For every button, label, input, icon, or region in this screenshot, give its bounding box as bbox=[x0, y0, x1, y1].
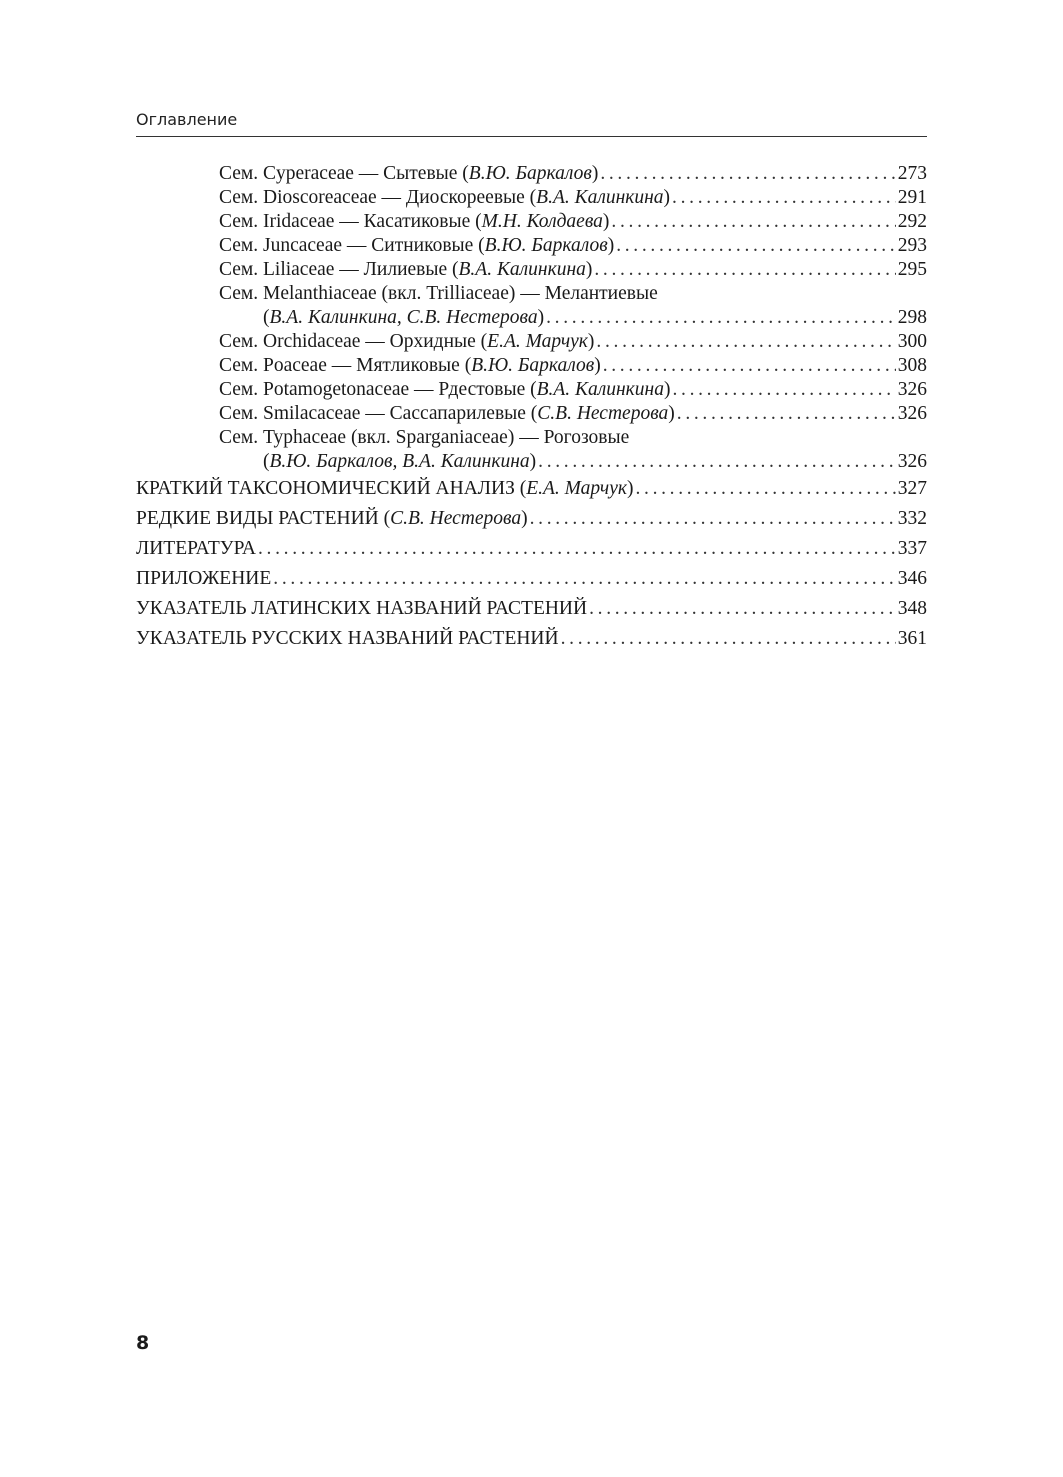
dot-leader bbox=[273, 564, 895, 594]
dot-leader bbox=[603, 354, 896, 378]
toc-section-title: УКАЗАТЕЛЬ ЛАТИНСКИХ НАЗВАНИЙ РАСТЕНИЙ bbox=[136, 598, 588, 619]
running-head: Оглавление bbox=[136, 110, 238, 129]
toc-entry-typhaceae[interactable] bbox=[136, 426, 927, 450]
toc-entry-author: В.Ю. Баркалов bbox=[471, 355, 595, 376]
toc-entry-title: Сем. Liliaceae — Лилиевые (В.А. Калинкина) bbox=[219, 259, 593, 280]
toc-entry-author: В.А. Калинкина bbox=[536, 187, 664, 208]
dot-leader bbox=[677, 402, 896, 426]
toc-entry-title: Сем. Typhaceae (вкл. Sparganiaceae) — Рогозовые bbox=[219, 427, 630, 448]
dot-leader bbox=[616, 234, 896, 258]
toc-entry-potamogetonaceae[interactable] bbox=[136, 378, 927, 402]
toc-entry-page: 293 bbox=[897, 235, 927, 256]
toc-section-title: КРАТКИЙ ТАКСОНОМИЧЕСКИЙ АНАЛИЗ (Е.А. Марчук) bbox=[136, 478, 634, 499]
toc-section-literature[interactable] bbox=[136, 534, 927, 564]
toc-entry-author: В.А. Калинкина bbox=[536, 379, 664, 400]
toc-section-taxonomic-analysis[interactable] bbox=[136, 474, 927, 504]
toc-entry-juncaceae[interactable] bbox=[136, 234, 927, 258]
toc-entry-page: 308 bbox=[897, 355, 927, 376]
dot-leader bbox=[258, 534, 896, 564]
toc-section-title: ЛИТЕРАТУРА bbox=[136, 538, 256, 559]
toc-section-page: 346 bbox=[897, 568, 927, 589]
toc-section-latin-index[interactable] bbox=[136, 594, 927, 624]
toc-entry-author: В.Ю. Баркалов, В.А. Калинкина bbox=[269, 451, 530, 472]
toc-entry-melanthiaceae-continued[interactable] bbox=[136, 306, 927, 330]
dot-leader bbox=[611, 210, 895, 234]
toc-entry-author: В.Ю. Баркалов bbox=[484, 235, 608, 256]
toc-entry-title: Сем. Potamogetonaceae — Рдестовые (В.А. Калинкина) bbox=[219, 379, 671, 400]
toc-section-author: С.В. Нестерова bbox=[390, 508, 522, 529]
dot-leader bbox=[538, 450, 896, 474]
toc-section-rare-species[interactable] bbox=[136, 504, 927, 534]
toc-entry-liliaceae[interactable] bbox=[136, 258, 927, 282]
toc-entry-page: 273 bbox=[897, 163, 927, 184]
toc-entry-author: Е.А. Марчук bbox=[487, 331, 588, 352]
dot-leader bbox=[594, 258, 895, 282]
toc-entry-title: (В.Ю. Баркалов, В.А. Калинкина) bbox=[263, 451, 537, 472]
toc-entry-title: Сем. Poaceae — Мятликовые (В.Ю. Баркалов) bbox=[219, 355, 601, 376]
toc-section-page: 361 bbox=[897, 628, 927, 649]
dot-leader bbox=[589, 594, 896, 624]
dot-leader bbox=[635, 474, 895, 504]
toc-entry-typhaceae-continued[interactable] bbox=[136, 450, 927, 474]
toc-entry-page: 326 bbox=[897, 451, 927, 472]
toc-section-title: ПРИЛОЖЕНИЕ bbox=[136, 568, 272, 589]
toc-entry-author: С.В. Нестерова bbox=[537, 403, 669, 424]
toc-entry-iridaceae[interactable] bbox=[136, 210, 927, 234]
toc-section-page: 332 bbox=[897, 508, 927, 529]
toc-entry-author: М.Н. Колдаева bbox=[481, 211, 603, 232]
toc-entry-page: 291 bbox=[897, 187, 927, 208]
toc-entry-smilacaceae[interactable] bbox=[136, 402, 927, 426]
page-number: 8 bbox=[136, 1332, 150, 1354]
toc-entry-page: 295 bbox=[897, 259, 927, 280]
dot-leader bbox=[561, 624, 896, 654]
toc-entry-orchidaceae[interactable] bbox=[136, 330, 927, 354]
toc-section-page: 327 bbox=[897, 478, 927, 499]
toc-entry-poaceae[interactable] bbox=[136, 354, 927, 378]
toc-entry-page: 298 bbox=[897, 307, 927, 328]
toc-section-title: УКАЗАТЕЛЬ РУССКИХ НАЗВАНИЙ РАСТЕНИЙ bbox=[136, 628, 559, 649]
dot-leader bbox=[672, 186, 896, 210]
table-of-contents bbox=[136, 162, 927, 654]
toc-entry-title: Сем. Smilacaceae — Сассапарилевые (С.В. Нестерова) bbox=[219, 403, 675, 424]
dot-leader bbox=[530, 504, 896, 534]
toc-entry-page: 300 bbox=[897, 331, 927, 352]
toc-entry-page: 326 bbox=[897, 379, 927, 400]
dot-leader bbox=[596, 330, 895, 354]
toc-entry-cyperaceae[interactable] bbox=[136, 162, 927, 186]
toc-entry-title: Сем. Dioscoreaceae — Диоскореевые (В.А. Калинкина) bbox=[219, 187, 671, 208]
toc-entry-author: В.Ю. Баркалов bbox=[468, 163, 592, 184]
toc-entry-title: Сем. Iridaceae — Касатиковые (М.Н. Колдаева) bbox=[219, 211, 610, 232]
toc-entry-author: В.А. Калинкина bbox=[458, 259, 586, 280]
toc-entry-page: 292 bbox=[897, 211, 927, 232]
toc-entry-author: В.А. Калинкина, С.В. Нестерова bbox=[269, 307, 538, 328]
toc-entry-title: Сем. Orchidaceae — Орхидные (Е.А. Марчук) bbox=[219, 331, 595, 352]
toc-section-page: 348 bbox=[897, 598, 927, 619]
dot-leader bbox=[672, 378, 895, 402]
dot-leader bbox=[600, 162, 895, 186]
toc-section-appendix[interactable] bbox=[136, 564, 927, 594]
toc-section-title: РЕДКИЕ ВИДЫ РАСТЕНИЙ (С.В. Нестерова) bbox=[136, 508, 528, 529]
toc-entry-title: (В.А. Калинкина, С.В. Нестерова) bbox=[263, 307, 545, 328]
dot-leader bbox=[546, 306, 896, 330]
toc-section-author: Е.А. Марчук bbox=[526, 478, 627, 499]
toc-entry-title: Сем. Cyperaceae — Сытевые (В.Ю. Баркалов) bbox=[219, 163, 599, 184]
toc-section-page: 337 bbox=[897, 538, 927, 559]
toc-entry-page: 326 bbox=[897, 403, 927, 424]
toc-entry-melanthiaceae[interactable] bbox=[136, 282, 927, 306]
toc-entry-dioscoreaceae[interactable] bbox=[136, 186, 927, 210]
toc-section-russian-index[interactable] bbox=[136, 624, 927, 654]
header-rule bbox=[136, 136, 927, 137]
toc-entry-title: Сем. Juncaceae — Ситниковые (В.Ю. Баркалов) bbox=[219, 235, 615, 256]
toc-entry-title: Сем. Melanthiaceae (вкл. Trilliaceae) — Мелантиевые bbox=[219, 283, 658, 304]
